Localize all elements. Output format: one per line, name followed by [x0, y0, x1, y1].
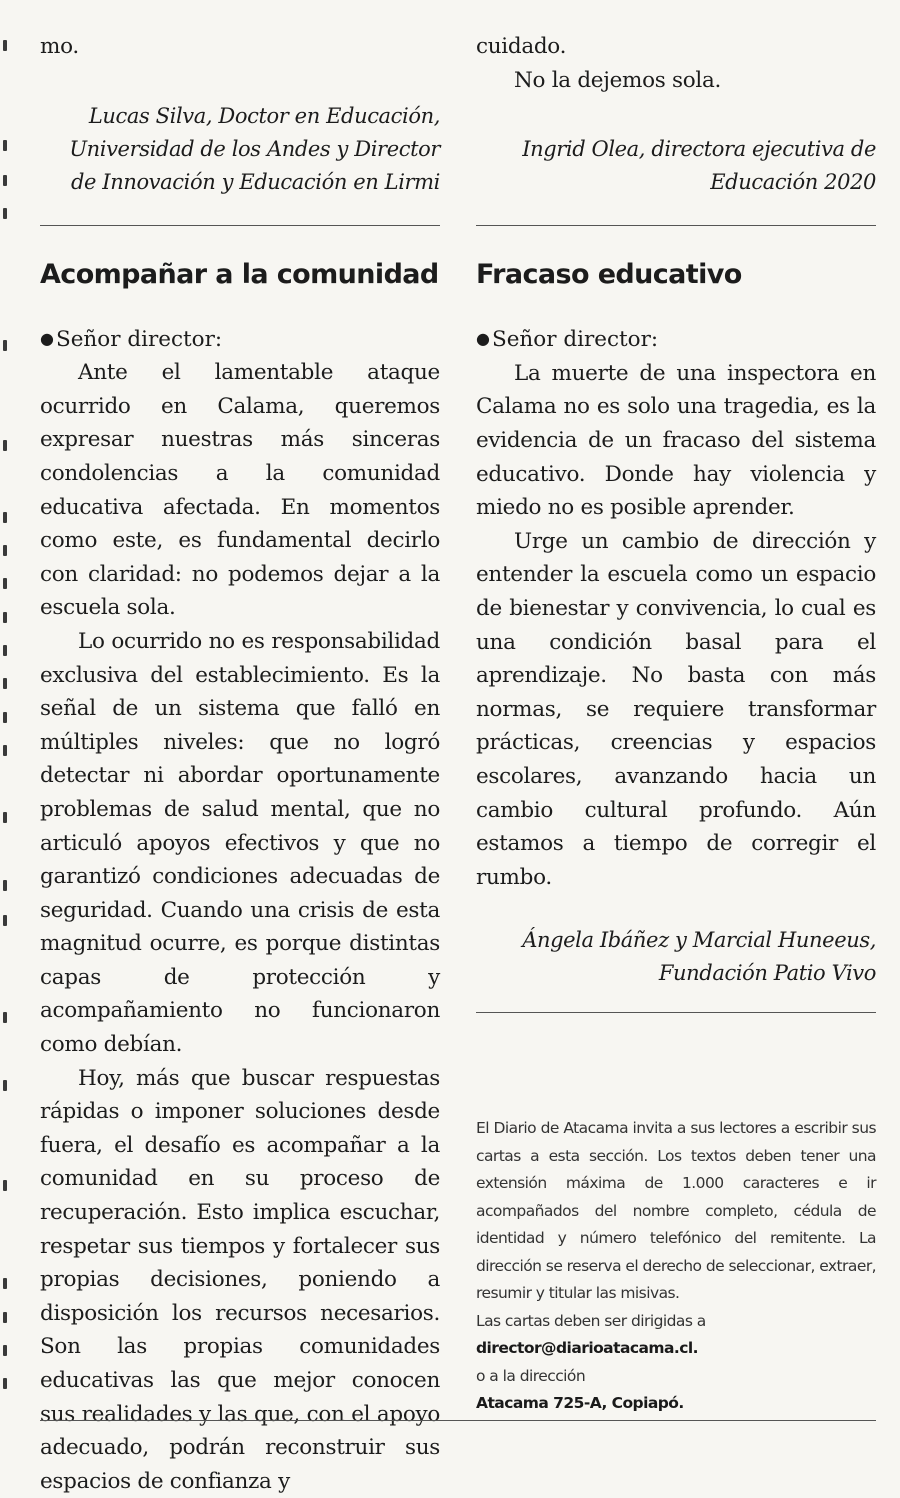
- right-column: [476, 30, 876, 1418]
- signature-line: Lucas Silva, Doctor en Educación,: [88, 103, 440, 128]
- signature-line: de Innovación y Educación en Lirmi: [70, 169, 440, 194]
- letter-paragraph: La muerte de una inspectora en Calama no es solo una tragedia, es la evidencia de un fracaso del sistema educativo. Donde hay violencia y miedo no es posible aprender.: [476, 360, 876, 521]
- letter-paragraph: Lo ocurrido no es responsabilidad exclusiva del establecimiento. Es la señal de un sistema que falló en múltiples niveles: que no logró detectar ni abordar oportunamente problemas de salud mental, que no articuló apoyos efectivos y que no garantizó condiciones adecuadas de seguridad. Cuando una crisis de esta magnitud ocurre, es porque distintas capas de protección y acompañamiento no funcionaron como debían.: [40, 628, 440, 1058]
- send-to-label: Las cartas deben ser dirigidas a: [476, 1311, 706, 1330]
- letter-paragraph: Hoy, más que buscar respuestas rápidas o imponer soluciones desde fuera, el desafío es acompañar a la comunidad en su proceso de recuperación. Esto implica escuchar, respetar sus tiempos y fortalecer sus propias decisiones, poniendo a disposición los recursos necesarios. Son las propias comunidades educativas las que mejor conocen sus realidades y las que, con el apoyo adecuado, podrán reconstruir sus espacios de confianza y: [40, 1065, 440, 1494]
- submission-email: director@diarioatacama.cl.: [476, 1339, 698, 1358]
- signature-line: Universidad de los Andes y Director: [69, 136, 440, 161]
- letter-title: Fracaso educativo: [476, 259, 742, 291]
- signature-line: Fundación Patio Vivo: [658, 961, 876, 986]
- signature-line: Ángela Ibáñez y Marcial Huneeus,: [522, 928, 876, 953]
- letter-title: Acompañar a la comunidad: [40, 258, 439, 290]
- letter-paragraph: Urge un cambio de dirección y entender la escuela como un espacio de bienestar y convivencia, lo cual es una condición basal para el aprendizaje. No basta con más normas, se requiere transformar prácticas, creencias y espacios escolares, avanzando hacia un cambio cultural profundo. Aún estamos a tiempo de corregir el rumbo.: [476, 528, 876, 890]
- bullet-icon: ●: [40, 328, 54, 348]
- previous-letter-ending: cuidado.: [476, 34, 567, 59]
- previous-letter-signature: [476, 133, 876, 199]
- signature-line: Educación 2020: [710, 170, 876, 195]
- previous-letter-signature: [40, 100, 440, 199]
- bullet-icon: ●: [476, 329, 490, 349]
- submission-address: Atacama 725-A, Copiapó.: [476, 1394, 684, 1413]
- letter-paragraph: Ante el lamentable ataque ocurrido en Calama, queremos expresar nuestras más sinceras condolencias a la comunidad educativa afectada. En momentos como este, es fundamental decirlo con claridad: no podemos dejar a la escuela sola.: [40, 360, 440, 621]
- submission-info-box: [476, 1115, 876, 1418]
- signature-line: Ingrid Olea, directora ejecutiva de: [522, 137, 876, 162]
- left-column: [40, 30, 440, 1498]
- salutation: ●Señor director:: [40, 326, 223, 352]
- address-label: o a la dirección: [476, 1366, 586, 1385]
- previous-letter-ending: mo.: [40, 34, 79, 59]
- submission-instructions: El Diario de Atacama invita a sus lectores a escribir sus cartas a esta sección. Los textos deben tener una extensión máxima de 1.000 caracteres e ir acompañados del nombre completo, cédula de identidad y número telefónico del remitente. La dirección se reserva el derecho de seleccionar, extraer, resumir y titular las misivas.: [476, 1119, 877, 1303]
- previous-letter-closing: No la dejemos sola.: [514, 67, 722, 93]
- salutation: ●Señor director:: [476, 327, 659, 353]
- bottom-divider: [40, 1420, 876, 1421]
- adjacent-column-edge: [0, 0, 12, 1432]
- letter-signature: [476, 924, 876, 990]
